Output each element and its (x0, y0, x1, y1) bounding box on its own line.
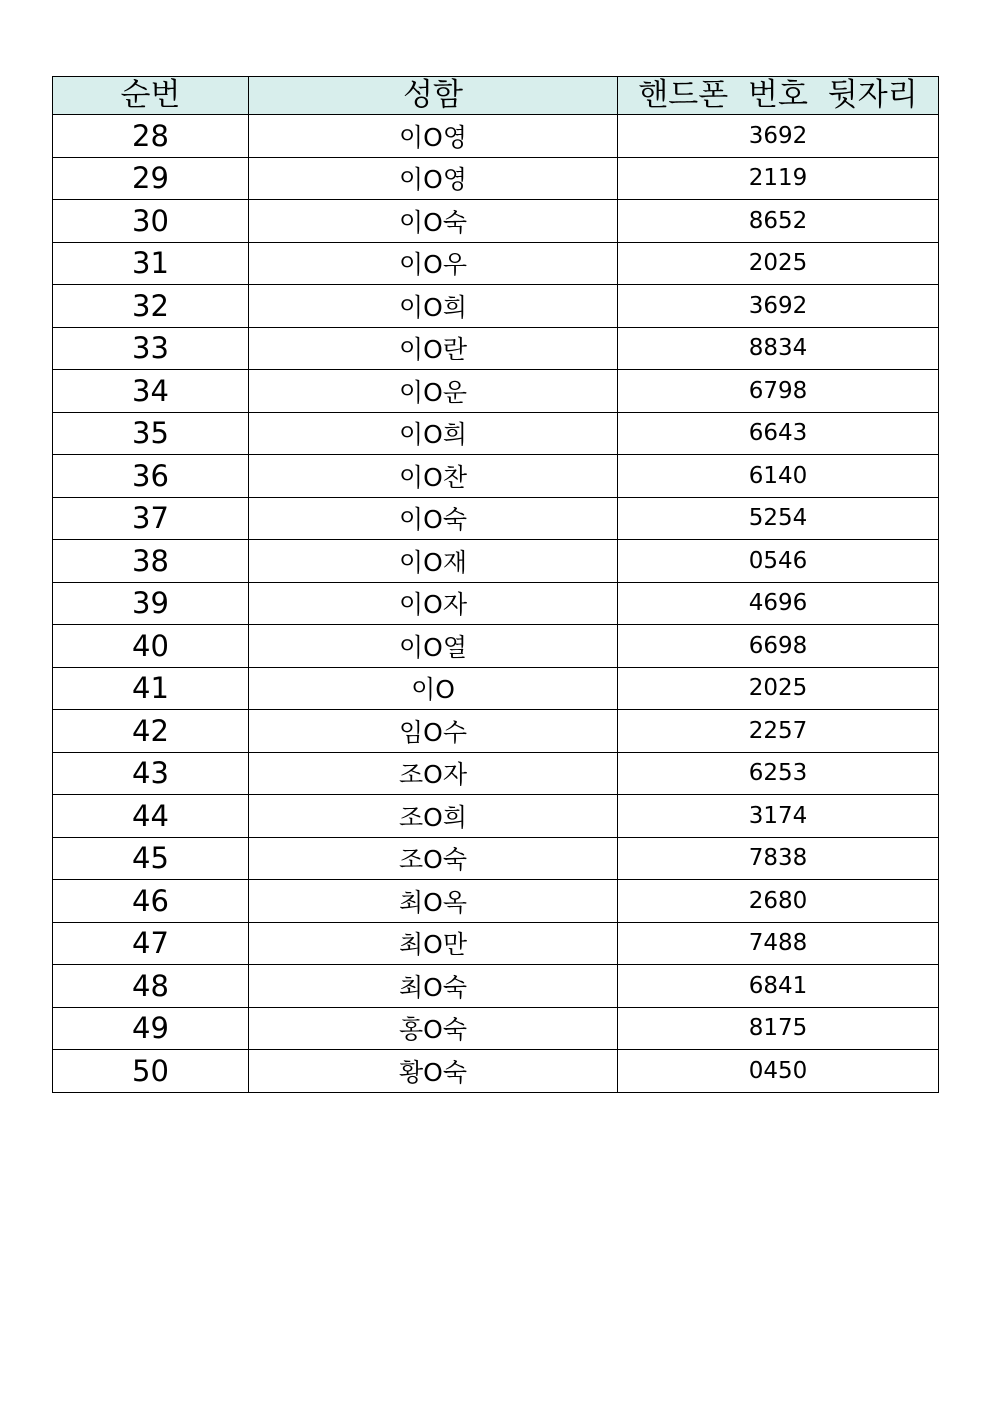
row-name: 이O숙 (249, 497, 618, 540)
table-row (53, 965, 939, 1008)
row-name: 이O (249, 667, 618, 710)
row-name: 이O찬 (249, 455, 618, 498)
row-number: 40 (53, 625, 249, 668)
row-name: 최O옥 (249, 880, 618, 923)
row-number: 39 (53, 582, 249, 625)
row-number: 31 (53, 242, 249, 285)
table-row (53, 667, 939, 710)
table-row (53, 412, 939, 455)
row-number: 30 (53, 200, 249, 243)
table-row (53, 752, 939, 795)
participant-table (52, 76, 939, 1093)
row-number: 43 (53, 752, 249, 795)
table-header (53, 77, 939, 115)
table-row (53, 1050, 939, 1093)
row-number: 36 (53, 455, 249, 498)
row-number: 34 (53, 370, 249, 413)
row-phone-last-digits: 3692 (618, 115, 939, 158)
row-phone-last-digits: 0546 (618, 540, 939, 583)
row-phone-last-digits: 6643 (618, 412, 939, 455)
row-number: 29 (53, 157, 249, 200)
table-row (53, 880, 939, 923)
row-name: 이O재 (249, 540, 618, 583)
row-phone-last-digits: 7488 (618, 922, 939, 965)
row-name: 이O영 (249, 157, 618, 200)
row-name: 이O우 (249, 242, 618, 285)
table-row (53, 582, 939, 625)
row-name: 최O숙 (249, 965, 618, 1008)
row-phone-last-digits: 2257 (618, 710, 939, 753)
table-row (53, 497, 939, 540)
row-phone-last-digits: 2119 (618, 157, 939, 200)
row-phone-last-digits: 6140 (618, 455, 939, 498)
row-number: 44 (53, 795, 249, 838)
row-name: 임O수 (249, 710, 618, 753)
row-phone-last-digits: 4696 (618, 582, 939, 625)
row-phone-last-digits: 2680 (618, 880, 939, 923)
header-name: 성함 (249, 77, 618, 115)
row-phone-last-digits: 6253 (618, 752, 939, 795)
row-phone-last-digits: 8175 (618, 1007, 939, 1050)
row-name: 최O만 (249, 922, 618, 965)
row-phone-last-digits: 6798 (618, 370, 939, 413)
table-row (53, 242, 939, 285)
row-phone-last-digits: 8834 (618, 327, 939, 370)
row-name: 이O희 (249, 285, 618, 328)
row-name: 이O희 (249, 412, 618, 455)
row-name: 이O자 (249, 582, 618, 625)
table-row (53, 837, 939, 880)
row-number: 42 (53, 710, 249, 753)
row-name: 이O숙 (249, 200, 618, 243)
row-name: 조O자 (249, 752, 618, 795)
row-phone-last-digits: 8652 (618, 200, 939, 243)
table-row (53, 200, 939, 243)
row-number: 45 (53, 837, 249, 880)
row-name: 이O영 (249, 115, 618, 158)
header-phone-last-digits: 핸드폰 번호 뒷자리 (618, 77, 939, 115)
row-name: 이O열 (249, 625, 618, 668)
row-phone-last-digits: 5254 (618, 497, 939, 540)
table-row (53, 115, 939, 158)
row-name: 황O숙 (249, 1050, 618, 1093)
row-name: 이O운 (249, 370, 618, 413)
table-row (53, 285, 939, 328)
row-number: 33 (53, 327, 249, 370)
row-name: 조O숙 (249, 837, 618, 880)
row-phone-last-digits: 3692 (618, 285, 939, 328)
row-phone-last-digits: 7838 (618, 837, 939, 880)
table-row (53, 795, 939, 838)
table-row (53, 455, 939, 498)
row-phone-last-digits: 6698 (618, 625, 939, 668)
row-number: 46 (53, 880, 249, 923)
row-number: 28 (53, 115, 249, 158)
table-row (53, 1007, 939, 1050)
row-number: 48 (53, 965, 249, 1008)
row-number: 47 (53, 922, 249, 965)
row-number: 35 (53, 412, 249, 455)
table-row (53, 370, 939, 413)
table-row (53, 157, 939, 200)
row-phone-last-digits: 0450 (618, 1050, 939, 1093)
table-row (53, 922, 939, 965)
document-page (52, 76, 938, 1093)
row-number: 41 (53, 667, 249, 710)
row-name: 조O희 (249, 795, 618, 838)
row-number: 32 (53, 285, 249, 328)
row-number: 50 (53, 1050, 249, 1093)
row-phone-last-digits: 2025 (618, 667, 939, 710)
header-row (53, 77, 939, 115)
table-row (53, 327, 939, 370)
header-number: 순번 (53, 77, 249, 115)
row-number: 37 (53, 497, 249, 540)
table-row (53, 625, 939, 668)
row-name: 이O란 (249, 327, 618, 370)
row-name: 홍O숙 (249, 1007, 618, 1050)
row-number: 38 (53, 540, 249, 583)
row-phone-last-digits: 6841 (618, 965, 939, 1008)
row-phone-last-digits: 2025 (618, 242, 939, 285)
row-number: 49 (53, 1007, 249, 1050)
table-row (53, 710, 939, 753)
table-body (53, 115, 939, 1093)
row-phone-last-digits: 3174 (618, 795, 939, 838)
table-row (53, 540, 939, 583)
